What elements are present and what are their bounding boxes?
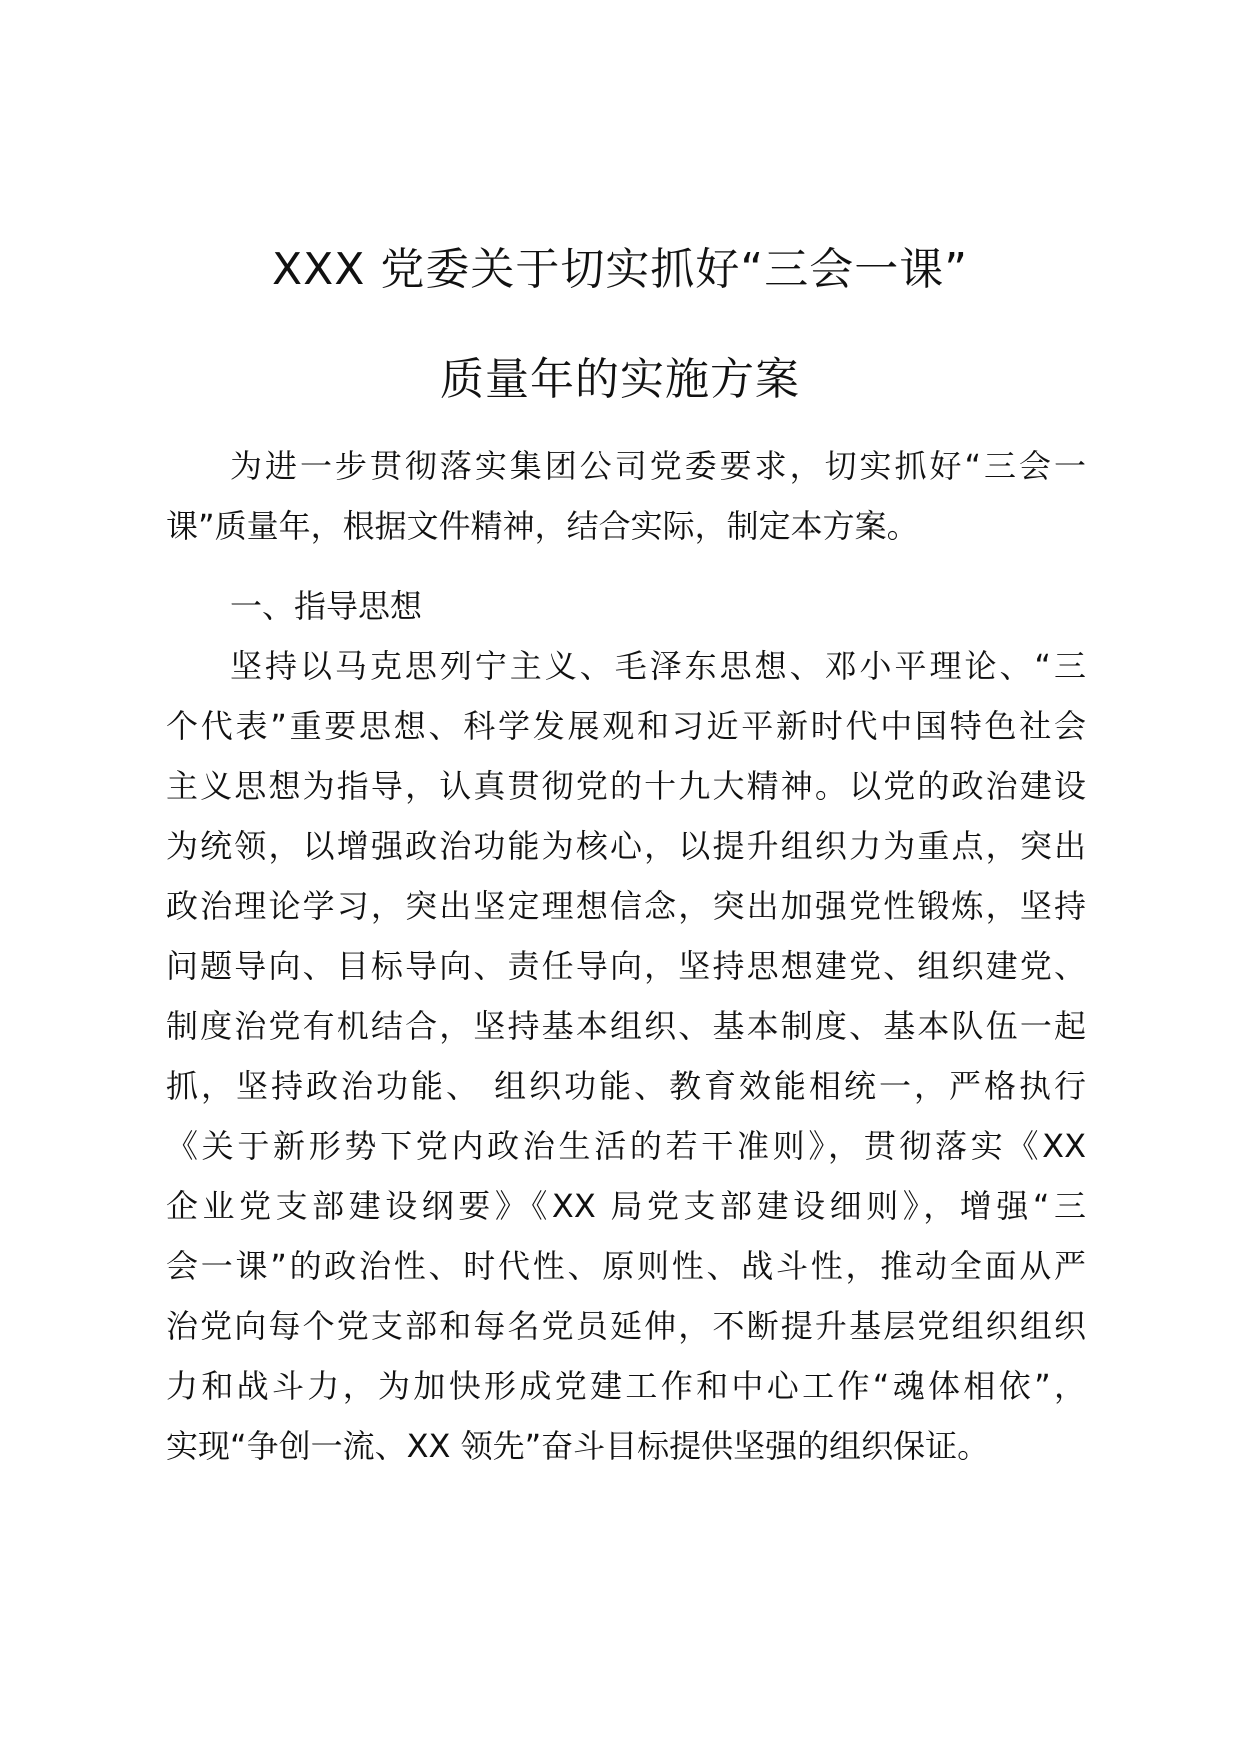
body-line: 政治理论学习，突出坚定理想信念，突出加强党性锻炼，坚持	[166, 887, 1086, 925]
body-line: 制度治党有机结合，坚持基本组织、基本制度、基本队伍一起	[166, 1007, 1086, 1045]
section-heading: 一、指导思想	[230, 587, 423, 625]
document-title-line-1: XXX 党委关于切实抓好“三会一课”	[271, 244, 968, 295]
intro-line: 课”质量年，根据文件精神，结合实际，制定本方案。	[166, 507, 919, 545]
body-line: 会一课”的政治性、时代性、原则性、战斗性，推动全面从严	[166, 1247, 1086, 1285]
intro-paragraph	[166, 436, 1086, 556]
body-line: 抓，坚持政治功能、 组织功能、教育效能相统一，严格执行	[166, 1067, 1086, 1105]
body-line: 问题导向、目标导向、责任导向，坚持思想建党、组织建党、	[166, 947, 1086, 985]
body-line: 治党向每个党支部和每名党员延伸，不断提升基层党组织组织	[166, 1307, 1086, 1345]
body-line: 主义思想为指导，认真贯彻党的十九大精神。以党的政治建设	[166, 767, 1086, 805]
body-line: 《关于新形势下党内政治生活的若干准则》，贯彻落实《XX	[166, 1127, 1086, 1165]
body-line: 实现“争创一流、XX 领先”奋斗目标提供坚强的组织保证。	[166, 1427, 990, 1465]
section-body-paragraph	[166, 636, 1086, 1476]
body-line: 个代表”重要思想、科学发展观和习近平新时代中国特色社会	[166, 707, 1086, 745]
body-line: 坚持以马克思列宁主义、毛泽东思想、邓小平理论、“三	[230, 647, 1086, 685]
body-line: 企业党支部建设纲要》《XX 局党支部建设细则》，增强“三	[166, 1187, 1086, 1225]
document-title-line-2: 质量年的实施方案	[440, 354, 800, 405]
body-line: 力和战斗力，为加快形成党建工作和中心工作“魂体相依”，	[166, 1367, 1086, 1405]
body-line: 为统领，以增强政治功能为核心，以提升组织力为重点，突出	[166, 827, 1086, 865]
intro-line: 为进一步贯彻落实集团公司党委要求，切实抓好“三会一	[230, 447, 1086, 485]
